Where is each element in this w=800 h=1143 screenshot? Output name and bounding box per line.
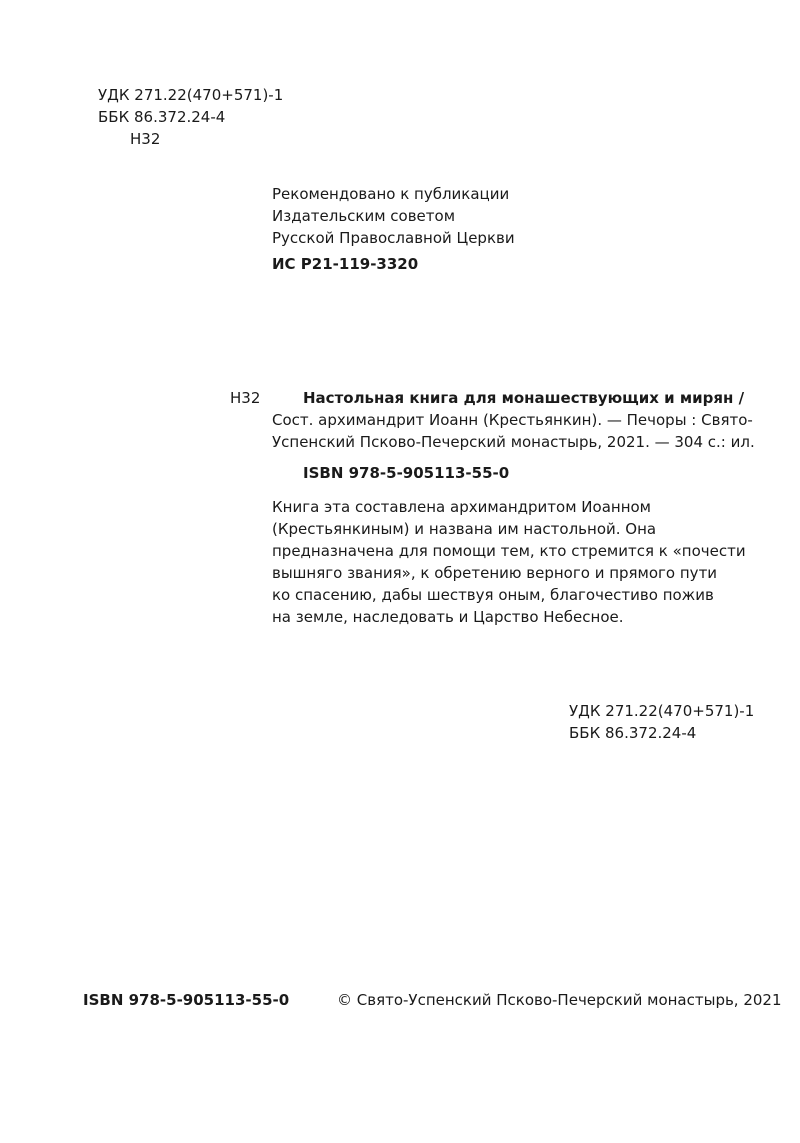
annotation-line: вышняго звания», к обретению верного и прямого пути: [272, 564, 718, 582]
bbk-code: ББК 86.372.24-4: [98, 108, 226, 126]
bottom-classification-codes: [569, 700, 754, 744]
top-classification-codes: [98, 84, 283, 150]
annotation-line: на земле, наследовать и Царство Небесное.: [272, 608, 624, 626]
description-line: Успенский Псково-Печерский монастырь, 2021. — 304 с.: ил.: [272, 433, 755, 451]
author-mark: Н32: [130, 130, 161, 148]
udk-code: УДК 271.22(470+571)-1: [98, 86, 284, 104]
publication-recommendation: [272, 183, 515, 275]
annotation-line: предназначена для помощи тем, кто стремится к «почести: [272, 542, 746, 560]
approval-code: ИС Р21-119-3320: [272, 255, 419, 273]
bibliographic-description: [272, 409, 755, 453]
catalog-author-mark: Н32: [230, 389, 261, 407]
footer-isbn: ISBN 978-5-905113-55-0: [83, 991, 290, 1009]
book-annotation: [272, 496, 746, 628]
catalog-isbn: ISBN 978-5-905113-55-0: [303, 464, 510, 482]
annotation-line: Книга эта составлена архимандритом Иоанном: [272, 498, 651, 516]
bbk-code: ББК 86.372.24-4: [569, 724, 697, 742]
book-title: Настольная книга для монашествующих и мирян /: [303, 389, 745, 407]
description-line: Сост. архимандрит Иоанн (Крестьянкин). — Печоры : Свято-: [272, 411, 753, 429]
annotation-line: (Крестьянкиным) и названа им настольной. Она: [272, 520, 657, 538]
recommendation-line: Русской Православной Церкви: [272, 229, 515, 247]
footer-copyright: © Свято-Успенский Псково-Печерский монастырь, 2021: [337, 991, 782, 1009]
udk-code: УДК 271.22(470+571)-1: [569, 702, 755, 720]
recommendation-line: Издательским советом: [272, 207, 456, 225]
recommendation-line: Рекомендовано к публикации: [272, 185, 510, 203]
annotation-line: ко спасению, дабы шествуя оным, благочестиво пожив: [272, 586, 714, 604]
